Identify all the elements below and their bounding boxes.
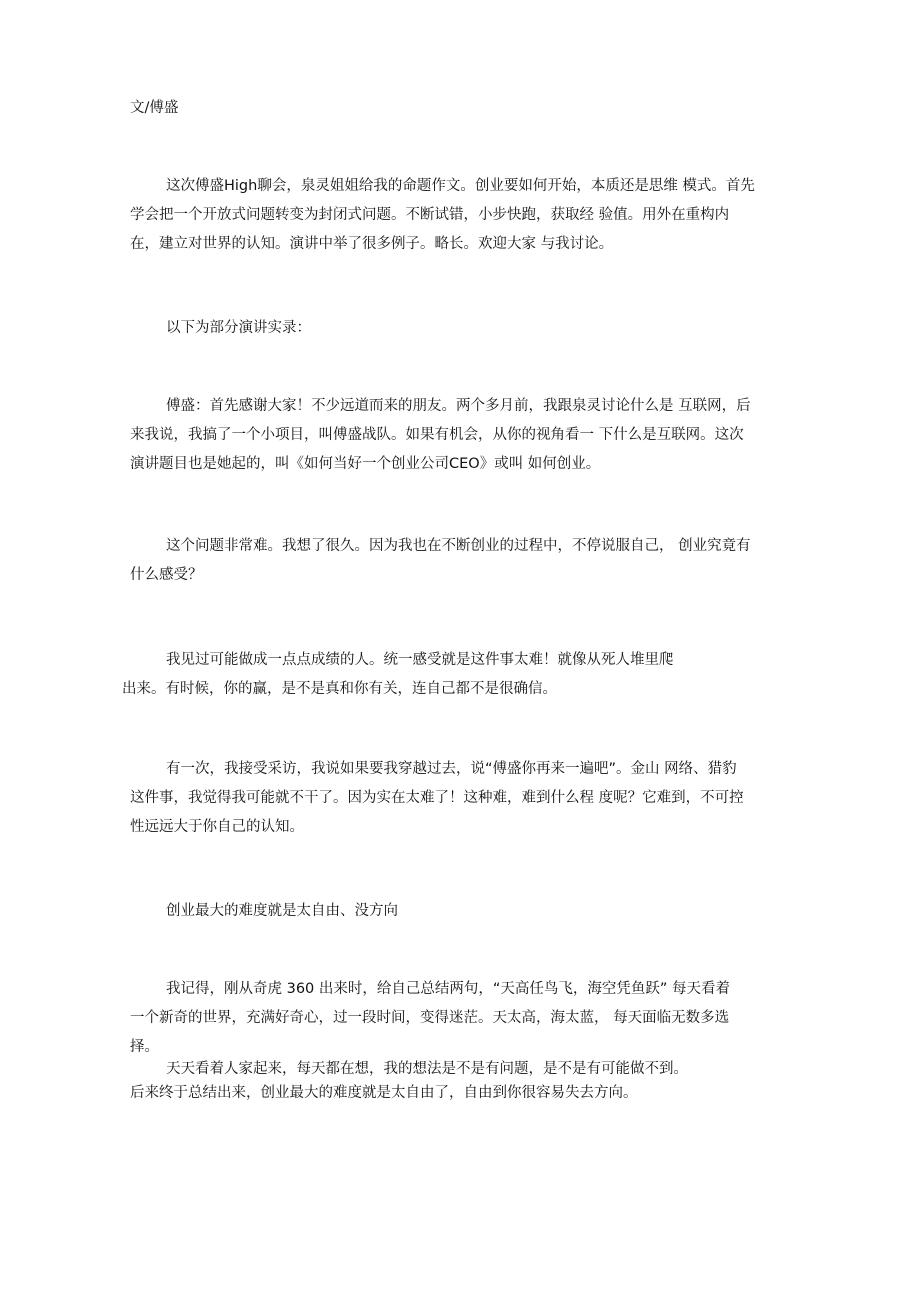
paragraph-line: 演讲题目也是她起的，叫《如何当好一个创业公司CEO》或叫 如何创业。	[130, 456, 601, 472]
paragraph-line: 这次傅盛High聊会，泉灵姐姐给我的命题作文。创业要如何开始，本质还是思维 模式。首先	[166, 178, 755, 194]
paragraph-line: 我记得，刚从奇虎 360 出来时，给自己总结两句，“天高任鸟飞，海空凭鱼跃” 每天看着	[166, 981, 731, 997]
paragraph-achievers	[122, 646, 790, 704]
paragraph-line: 一个新奇的世界，充满好奇心，过一段时间，变得迷茫。天太高，海太蓝， 每天面临无数多选	[130, 1010, 730, 1026]
paragraph-line: 这件事，我觉得我可能就不干了。因为实在太难了！这种难，难到什么程 度呢？它难到，不可控	[130, 790, 744, 806]
paragraph-line: 我见过可能做成一点点成绩的人。统一感受就是这件事太难！就像从死人堆里爬	[166, 652, 674, 668]
paragraph-line: 这个问题非常难。我想了很久。因为我也在不断创业的过程中，不停说服自己， 创业究竟有	[166, 538, 751, 554]
paragraph-qihoo	[130, 975, 790, 1062]
paragraph-line: 择。	[130, 1039, 159, 1055]
paragraph-hard-question	[130, 532, 790, 590]
paragraph-conclusion	[130, 1057, 790, 1105]
paragraph-line: 什么感受？	[130, 567, 203, 583]
paragraph-line: 来我说，我搞了一个小项目，叫傅盛战队。如果有机会，从你的视角看一 下什么是互联网。这次	[130, 427, 744, 443]
paragraph-line: 在，建立对世界的认知。演讲中举了很多例子。略长。欢迎大家 与我讨论。	[130, 236, 614, 252]
paragraph-line: 傅盛：首先感谢大家！不少远道而来的朋友。两个多月前，我跟泉灵讨论什么是 互联网，后	[166, 398, 751, 414]
paragraph-interview	[130, 755, 790, 842]
paragraph-line: 后来终于总结出来，创业最大的难度就是太自由了，自由到你很容易失去方向。	[130, 1085, 638, 1101]
paragraph-opening	[130, 392, 790, 479]
paragraph-line: 出来。有时候，你的赢，是不是真和你有关，连自己都不是很确信。	[122, 681, 557, 697]
paragraph-line: 学会把一个开放式问题转变为封闭式问题。不断试错，小步快跑，获取经 验值。用外在重构内	[130, 207, 730, 223]
paragraph-line: 天天看着人家起来，每天都在想，我的想法是不是有问题，是不是有可能做不到。	[166, 1061, 688, 1077]
section-heading	[130, 897, 790, 926]
paragraph-transcript-heading	[130, 314, 790, 343]
paragraph-line: 有一次，我接受采访，我说如果要我穿越过去，说“傅盛你再来一遍吧”。金山 网络、猎豹	[166, 761, 737, 777]
paragraph-intro	[130, 172, 790, 259]
paragraph-line: 性远远大于你自己的认知。	[130, 819, 304, 835]
author-text: 文/傅盛	[130, 100, 179, 116]
section-heading-text: 创业最大的难度就是太自由、没方向	[166, 903, 398, 919]
author-line	[130, 94, 790, 123]
paragraph-line: 以下为部分演讲实录：	[166, 320, 311, 336]
